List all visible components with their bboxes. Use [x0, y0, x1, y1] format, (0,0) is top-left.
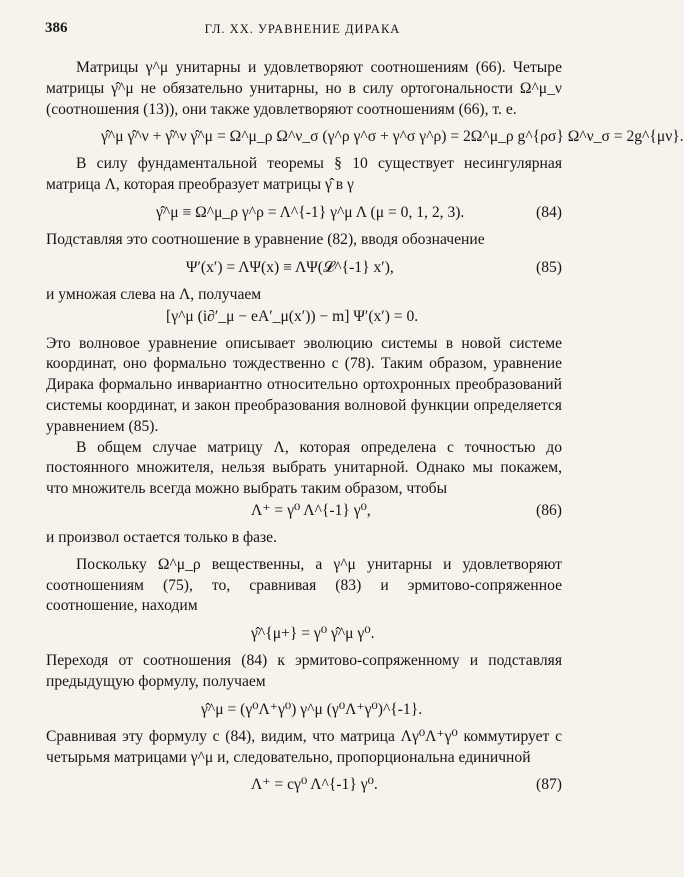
equation-transformed-dirac — [46, 306, 562, 328]
paragraph-3: Подставляя это соотношение в уравнение (82), вводя обозначение — [46, 230, 485, 248]
paragraph-10: Сравнивая эту формулу с (84), видим, что матрица Λγ⁰Λ⁺γ⁰ коммутирует с четырьмя матрицами γ^μ и, следовательно, пропорциональна единичной — [46, 727, 562, 766]
equation-transformed-dirac-formula: [γ^μ (i∂′_μ − eA′_μ(x′)) − m] Ψ′(x′) = 0. — [166, 307, 419, 325]
paragraph-6: В общем случае матрицу Λ, которая определена с точностью до постоянного множителя, нельзя выбрать унитарной. Однако мы покажем, что множитель всегда можно выбрать таким образом, чтобы — [46, 438, 562, 498]
paragraph-5: Это волновое уравнение описывает эволюцию системы в новой системе координат, оно формально тождественно с (78). Таким образом, уравнение Дирака формально инвариантно относительно ортохронных преобразований системы координат, и закон преобразования волновой функции определяется уравнением (85). — [46, 334, 562, 435]
equation-anticommutator — [46, 126, 684, 148]
equation-85 — [46, 257, 562, 279]
equation-87 — [46, 774, 562, 796]
equation-84-number: (84) — [536, 203, 562, 221]
page-header — [45, 20, 560, 42]
page-number: 386 — [45, 20, 68, 36]
paragraph-2: В силу фундаментальной теоремы § 10 существует несингулярная матрица Λ, которая преобразует матрицы γ̂ в γ — [46, 155, 562, 194]
equation-84 — [46, 202, 562, 224]
equation-85-number: (85) — [536, 258, 562, 276]
equation-anticommutator-formula: γ̂^μ γ̂^ν + γ̂^ν γ̂^μ = Ω^μ_ρ Ω^ν_σ (γ^ρ γ^σ + γ^σ γ^ρ) = 2Ω^μ_ρ g^{ρσ} Ω^ν_σ = 2g^{μν}. — [101, 128, 684, 146]
page-body — [46, 58, 684, 796]
paragraph-4: и умножая слева на Λ, получаем — [46, 285, 262, 303]
paragraph-7: и произвол остается только в фазе. — [46, 528, 278, 546]
running-title: ГЛ. XX. УРАВНЕНИЕ ДИРАКА — [204, 22, 401, 36]
equation-gamma-hat — [46, 699, 562, 721]
equation-gamma-hat-formula: γ̂^μ = (γ⁰Λ⁺γ⁰) γ^μ (γ⁰Λ⁺γ⁰)^{-1}. — [201, 700, 423, 718]
equation-85-formula: Ψ′(x′) = ΛΨ(x) ≡ ΛΨ(𝓛^{-1} x′), — [186, 258, 394, 276]
equation-hermitian — [46, 623, 562, 645]
equation-hermitian-formula: γ̂^{μ+} = γ⁰ γ̂^μ γ⁰. — [251, 625, 375, 643]
paragraph-9: Переходя от соотношения (84) к эрмитово-сопряженному и подставляя предыдущую формулу, получаем — [46, 652, 562, 690]
paragraph-8: Поскольку Ω^μ_ρ вещественны, а γ^μ унитарны и удовлетворяют соотношениям (75), то, сравнивая (83) и эрмитово-сопряженное соотношение, находим — [46, 555, 562, 615]
equation-84-formula: γ̂^μ ≡ Ω^μ_ρ γ^ρ = Λ^{-1} γ^μ Λ (μ = 0, 1, 2, 3). — [156, 203, 465, 221]
equation-86-number: (86) — [536, 501, 562, 519]
equation-87-number: (87) — [536, 776, 562, 794]
equation-86 — [46, 500, 562, 522]
equation-86-formula: Λ⁺ = γ⁰ Λ^{-1} γ⁰, — [251, 501, 371, 519]
paragraph-1: Матрицы γ^μ унитарны и удовлетворяют соотношениям (66). Четыре матрицы γ̂^μ не обязательно унитарны, но в силу ортогональности Ω^μ_ν (соотношения (13)), они также удовлетворяют соотношениям (66), т. е. — [46, 59, 562, 118]
equation-87-formula: Λ⁺ = cγ⁰ Λ^{-1} γ⁰. — [251, 776, 378, 794]
